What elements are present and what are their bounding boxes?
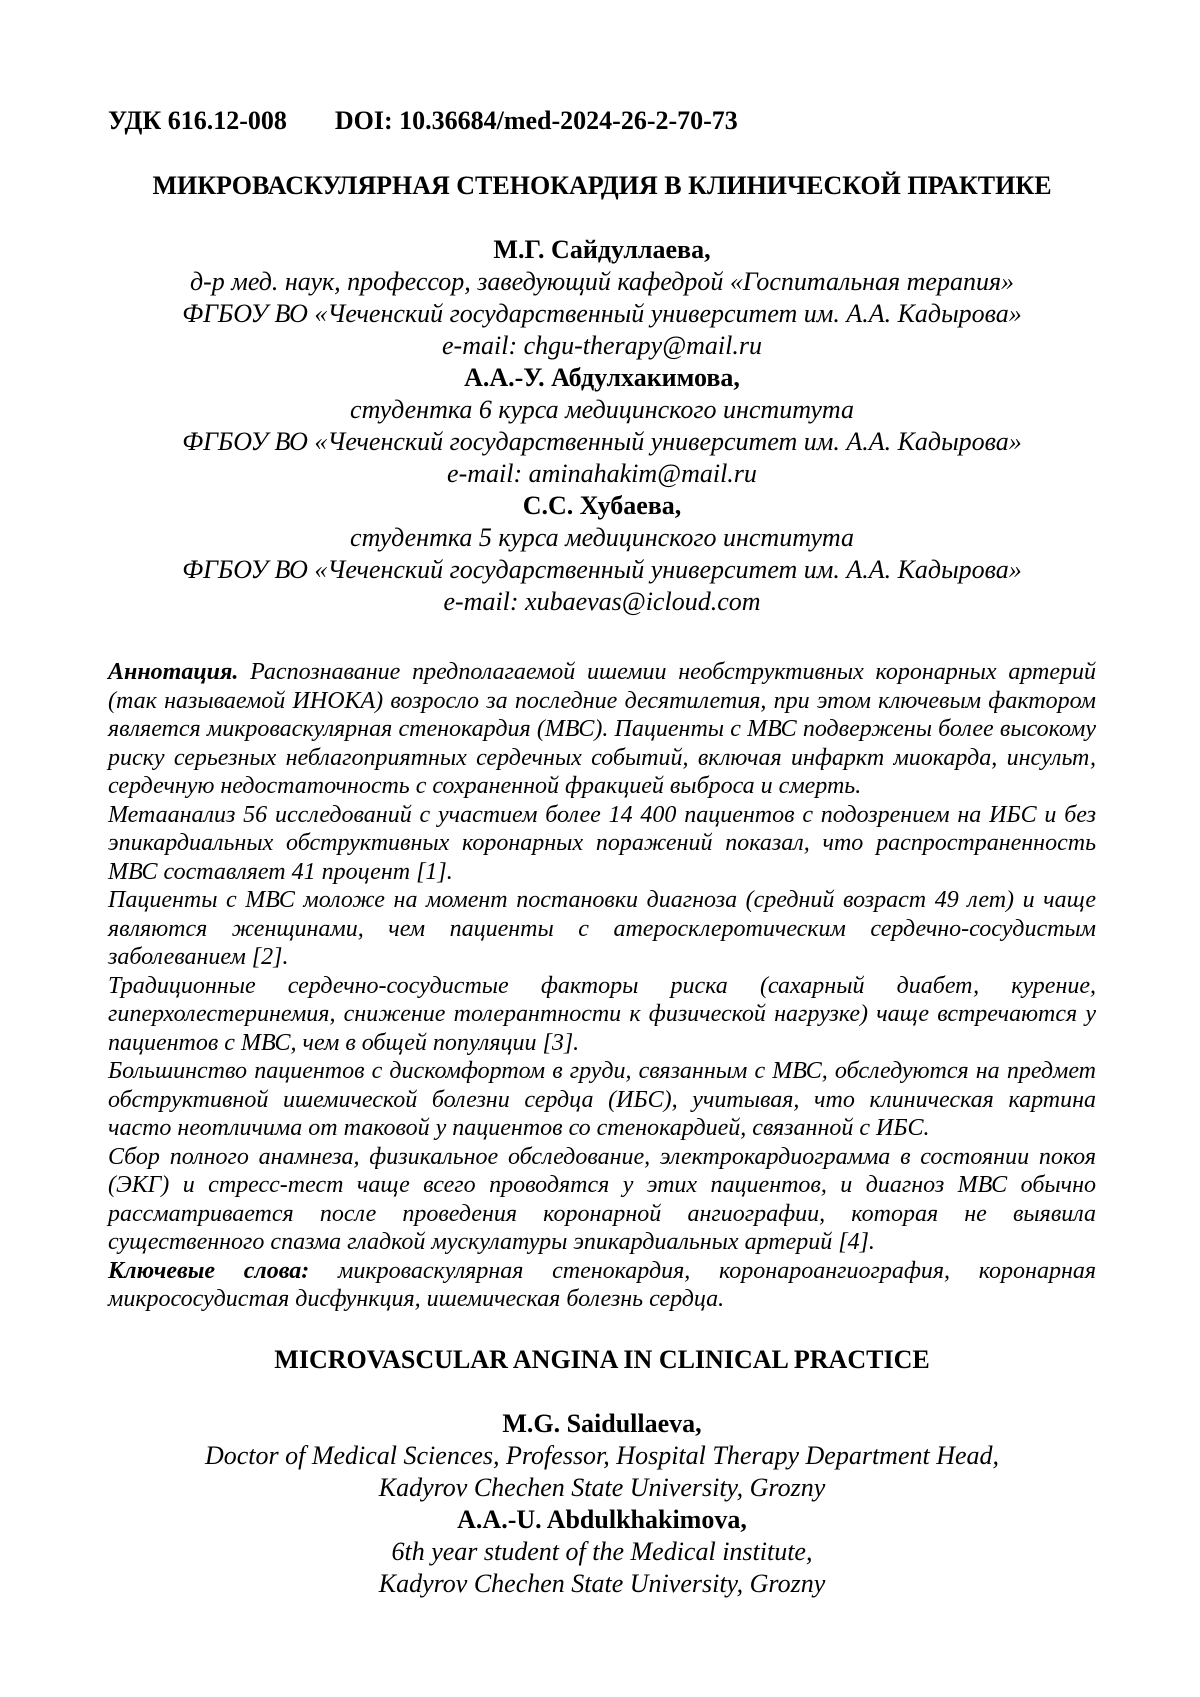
author-role-en-1: Doctor of Medical Sciences, Professor, Hospital Therapy Department Head,	[204, 1440, 1000, 1470]
author-name-ru-1: М.Г. Сайдуллаева,	[493, 235, 711, 264]
author-affiliation-ru-1: ФГБОУ ВО «Чеченский государственный университет им. А.А. Кадырова»	[182, 299, 1022, 328]
author-affiliation-ru-2: ФГБОУ ВО «Чеченский государственный университет им. А.А. Кадырова»	[182, 427, 1022, 456]
abstract-text-1: Распознавание предполагаемой ишемии необструктивных коронарных артерий (так называемой ИНОКА) возросло за последние десятилетия, при этом ключевым фактором является микроваскулярная стенокардия (МВС). Пациенты с МВС подвержены более высокому риску серьезных неблагоприятных сердечных событий, включая инфаркт миокарда, инсульт, сердечную недостаточность с сохраненной фракцией выброса и смерть.	[108, 659, 1096, 799]
author-name-en-1: M.G. Saidullaeva,	[502, 1408, 702, 1438]
author-role-ru-2: студентка 6 курса медицинского института	[350, 395, 854, 424]
paper-title-ru: МИКРОВАСКУЛЯРНАЯ СТЕНОКАРДИЯ В КЛИНИЧЕСКОЙ ПРАКТИКЕ	[152, 171, 1052, 200]
abstract-paragraph-3: Пациенты с МВС моложе на момент постановки диагноза (средний возраст 49 лет) и чаще являются женщинами, чем пациенты с атеросклеротическим сердечно-сосудистым заболеванием [2].	[108, 887, 1096, 970]
abstract-paragraph-6: Сбор полного анамнеза, физикальное обследование, электрокардиограмма в состоянии покоя (ЭКГ) и стресс-тест чаще всего проводятся у этих пациентов, и диагноз МВС обычно рассматривается после проведения коронарной ангиографии, которая не выявила существенного спазма гладкой мускулатуры эпикардиальных артерий [4].	[108, 1143, 1096, 1255]
abstract-block	[108, 658, 1096, 1314]
abstract-paragraph-2: Метаанализ 56 исследований с участием более 14 400 пациентов с подозрением на ИБС и без эпикардиальных обструктивных коронарных поражений показал, что распространенность МВС составляет 41 процент [1].	[108, 801, 1096, 885]
keywords-label: Ключевые слова:	[108, 1257, 310, 1284]
keywords-text: микроваскулярная стенокардия, коронароангиография, коронарная микрососудистая дисфункция, ишемическая болезнь сердца.	[108, 1257, 1097, 1312]
abstract-paragraph-5: Большинство пациентов с дискомфортом в груди, связанным с МВС, обследуются на предмет обструктивной ишемической болезни сердца (ИБС), учитывая, что клиническая картина часто неотличима от таковой у пациентов со стенокардией, связанной с ИБС.	[108, 1058, 1096, 1141]
udk-doi-line	[108, 106, 1096, 136]
author-name-en-2: A.A.-U. Abdulkhakimova,	[457, 1504, 747, 1534]
paper-title-en: MICROVASCULAR ANGINA IN CLINICAL PRACTICE	[274, 1344, 930, 1374]
author-role-ru-3: студентка 5 курса медицинского института	[350, 523, 854, 552]
authors-en-block	[108, 1408, 1096, 1600]
author-email-ru-3: e-mail: xubaevas@icloud.com	[443, 587, 761, 616]
author-name-ru-2: А.А.-У. Абдулхакимова,	[464, 363, 740, 392]
author-role-ru-1: д-р мед. наук, профессор, заведующий кафедрой «Госпитальная терапия»	[189, 267, 1015, 296]
abstract-paragraph-4: Традиционные сердечно-сосудистые факторы риска (сахарный диабет, курение, гиперхолестеринемия, снижение толерантности к физической нагрузке) чаще встречаются у пациентов с МВС, чем в общей популяции [3].	[108, 972, 1096, 1056]
author-role-en-2: 6th year student of the Medical institute,	[391, 1536, 813, 1566]
udk-code: УДК 616.12-008	[108, 106, 287, 135]
author-affiliation-en-1: Kadyrov Chechen State University, Grozny	[378, 1472, 826, 1502]
doi-code: DOI: 10.36684/med-2024-26-2-70-73	[334, 106, 738, 135]
authors-ru-block	[108, 234, 1096, 618]
abstract-paragraph-1	[108, 658, 1096, 801]
author-name-ru-3: С.С. Хубаева,	[522, 491, 682, 520]
author-affiliation-en-2: Kadyrov Chechen State University, Grozny	[378, 1568, 826, 1598]
author-affiliation-ru-3: ФГБОУ ВО «Чеченский государственный университет им. А.А. Кадырова»	[182, 555, 1022, 584]
author-email-ru-1: e-mail: chgu-therapy@mail.ru	[442, 331, 762, 360]
abstract-label: Аннотация.	[108, 659, 239, 685]
keywords-paragraph	[108, 1257, 1096, 1314]
author-email-ru-2: e-mail: aminahakim@mail.ru	[447, 459, 757, 488]
